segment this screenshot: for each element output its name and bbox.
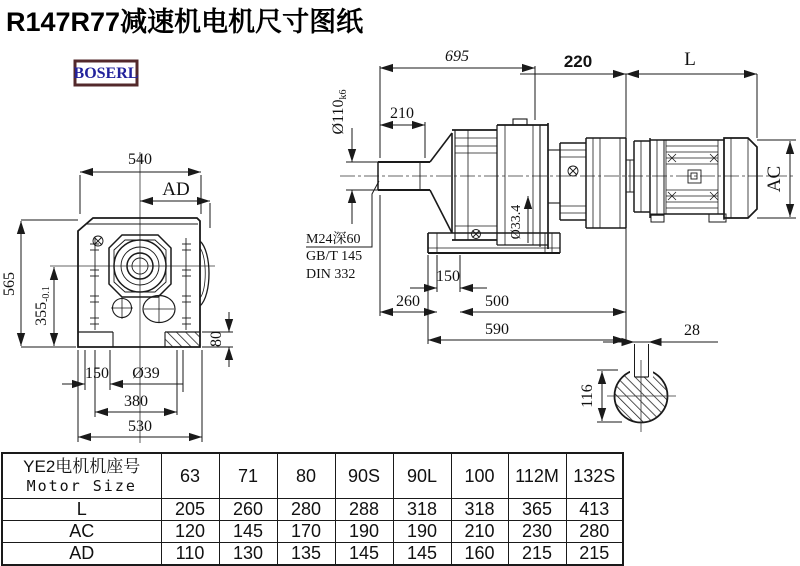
cell: 318 [393,499,451,521]
shaft-section [607,344,676,432]
cell: 130 [219,543,277,566]
brand-logo-text: BOSERL [73,65,139,82]
dim-150-front: 150 [85,365,109,382]
cell: 210 [451,521,508,543]
header-cn: YE2电机机座号 [23,457,141,476]
dim-28: 28 [684,322,700,339]
dim-80: 80 [208,331,225,347]
dim-565: 565 [1,272,18,296]
size-col: 132S [566,453,623,499]
size-col: 90S [335,453,393,499]
header-en: Motor Size [26,477,137,495]
size-col: 90L [393,453,451,499]
motor-size-table [1,452,624,566]
dim-210: 210 [390,105,414,122]
dim-355: 355-0.1 [33,286,52,326]
drain-plug-icon [472,230,481,239]
cell: 230 [508,521,566,543]
cell: 160 [451,543,508,566]
size-col: 112M [508,453,566,499]
cell: 288 [335,499,393,521]
sight-glass-icon [143,296,175,323]
row-label: AC [2,521,161,543]
cell: 145 [393,543,451,566]
row-label: L [2,499,161,521]
table-row-L [2,499,623,521]
dim-260: 260 [396,293,420,310]
side-view-dimensions [306,66,796,344]
cell: 205 [161,499,219,521]
table-row-AC [2,521,623,543]
table-header-row [2,453,623,499]
cell: 145 [219,521,277,543]
table-row-AD [2,543,623,566]
size-col: 80 [277,453,335,499]
side-view [340,119,795,253]
dim-150-side: 150 [436,268,460,285]
dim-695: 695 [445,48,469,65]
cell: 135 [277,543,335,566]
cell: 120 [161,521,219,543]
cell: 260 [219,499,277,521]
table-header-motor-size [2,453,161,499]
dim-500: 500 [485,293,509,310]
dim-33-4: Ø33.4 [509,204,524,240]
dim-39: Ø39 [132,365,160,382]
dim-AD: AD [162,179,190,200]
tap-hole-label: M24深60 [306,232,361,247]
side-view-labels [306,48,785,338]
dim-AC: AC [764,165,785,193]
vent-plug-icon [93,236,103,246]
cell: 318 [451,499,508,521]
dim-590: 590 [485,321,509,338]
cell: 215 [566,543,623,566]
size-col: 100 [451,453,508,499]
cell: 190 [393,521,451,543]
cell: 190 [335,521,393,543]
cell: 170 [277,521,335,543]
dim-220: 220 [563,52,593,71]
dim-110k6: Ø110k6 [330,89,349,135]
cell: 145 [335,543,393,566]
cell: 215 [508,543,566,566]
motor-fins [666,140,718,214]
brand-logo [74,61,139,85]
size-col: 63 [161,453,219,499]
std-din-label: DIN 332 [306,267,356,282]
cell: 280 [277,499,335,521]
dim-530: 530 [128,418,152,435]
std-gbt-label: GB/T 145 [306,249,363,264]
dim-116: 116 [579,384,596,408]
cell: 110 [161,543,219,566]
front-view-labels [1,151,225,435]
size-col: 71 [219,453,277,499]
oil-plug-icon [111,297,133,319]
cell: 280 [566,521,623,543]
page-title: R147R77减速机电机尺寸图纸 [6,7,364,37]
dim-L: L [684,49,696,70]
stage2-plug-icon [568,166,578,176]
cell: 365 [508,499,566,521]
cell: 413 [566,499,623,521]
row-label: AD [2,543,161,566]
dim-380: 380 [124,393,148,410]
motor-screw-icons [668,154,718,200]
dim-540: 540 [128,151,152,168]
